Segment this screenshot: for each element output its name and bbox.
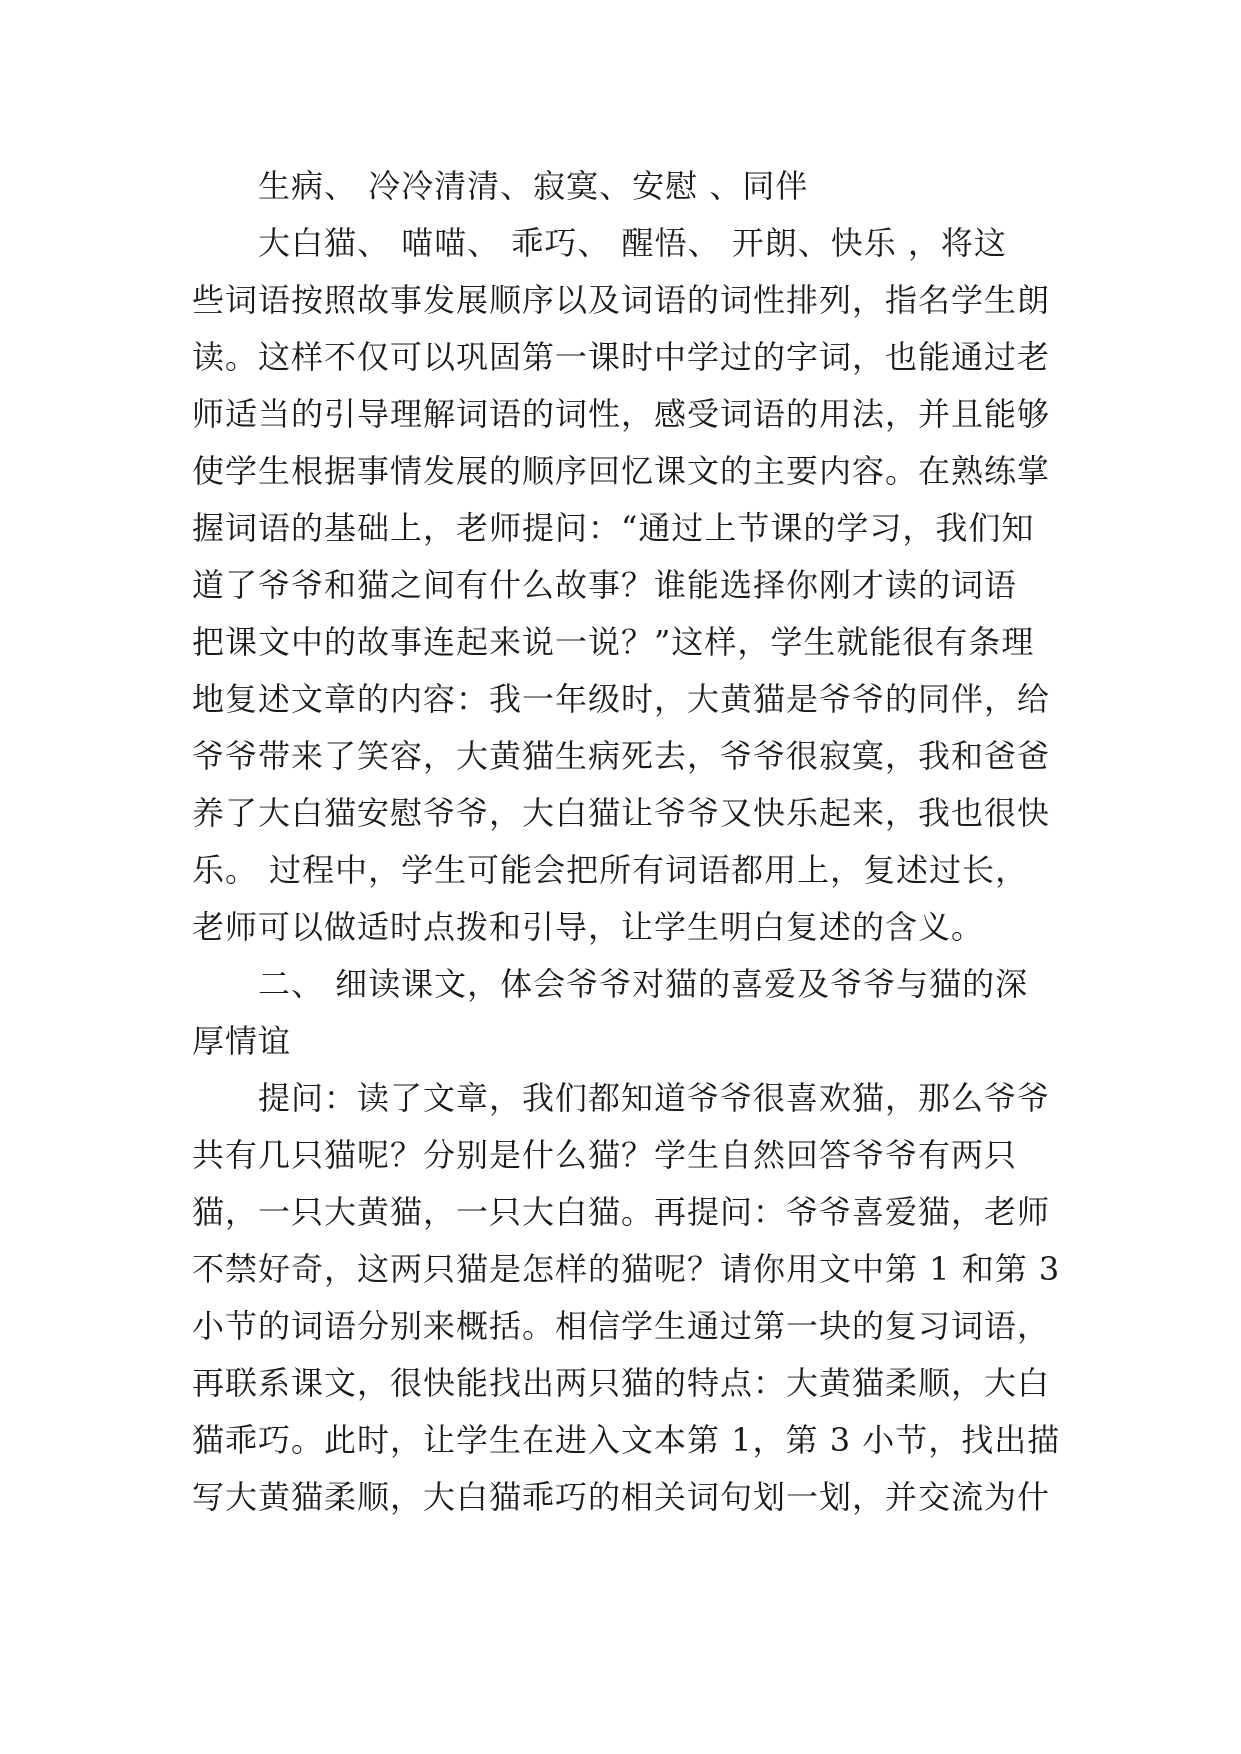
text-line: 写大黄猫柔顺，大白猫乖巧的相关词句划一划，并交流为什 [192, 1478, 1051, 1516]
text-line: 些词语按照故事发展顺序以及词语的词性排列，指名学生朗 [192, 281, 1051, 319]
text-line: 把课文中的故事连起来说一说？”这样，学生就能很有条理 [192, 623, 1035, 661]
text-line: 读。这样不仅可以巩固第一课时中学过的字词，也能通过老 [192, 338, 1051, 376]
text-line: 师适当的引导理解词语的词性，感受词语的用法，并且能够 [192, 395, 1051, 433]
text-line: 大白猫、 喵喵、 乖巧、 醒悟、 开朗、快乐 ，将这 [258, 224, 1007, 262]
text-line: 小节的词语分别来概括。相信学生通过第一块的复习词语， [192, 1307, 1051, 1345]
text-line: 道了爷爷和猫之间有什么故事？谁能选择你刚才读的词语 [192, 566, 1018, 604]
text-line: 乐。 过程中，学生可能会把所有词语都用上，复述过长， [192, 851, 1029, 889]
text-line: 猫乖巧。此时，让学生在进入文本第 1，第 3 小节，找出描 [192, 1421, 1061, 1459]
text-line: 再联系课文，很快能找出两只猫的特点：大黄猫柔顺，大白 [192, 1364, 1051, 1402]
text-line: 养了大白猫安慰爷爷，大白猫让爷爷又快乐起来，我也很快 [192, 794, 1051, 832]
text-line: 猫，一只大黄猫，一只大白猫。再提问：爷爷喜爱猫，老师 [192, 1193, 1051, 1231]
text-line: 生病、 冷冷清清、寂寞、安慰 、同伴 [258, 167, 809, 205]
text-line: 使学生根据事情发展的顺序回忆课文的主要内容。在熟练掌 [192, 452, 1051, 490]
text-line: 爷爷带来了笑容，大黄猫生病死去，爷爷很寂寞，我和爸爸 [192, 737, 1051, 775]
text-line: 共有几只猫呢？分别是什么猫？学生自然回答爷爷有两只 [192, 1136, 1018, 1174]
text-line: 握词语的基础上，老师提问：“通过上节课的学习，我们知 [192, 509, 1035, 547]
text-line: 老师可以做适时点拨和引导，让学生明白复述的含义。 [192, 908, 985, 946]
section-heading: 二、 细读课文，体会爷爷对猫的喜爱及爷爷与猫的深 [258, 965, 1029, 1003]
text-line: 地复述文章的内容：我一年级时，大黄猫是爷爷的同伴，给 [192, 680, 1051, 718]
section-heading-continuation: 厚情谊 [192, 1022, 292, 1060]
text-line: 提问：读了文章，我们都知道爷爷很喜欢猫，那么爷爷 [258, 1079, 1051, 1117]
text-line: 不禁好奇，这两只猫是怎样的猫呢？请你用文中第 1 和第 3 [192, 1250, 1061, 1288]
